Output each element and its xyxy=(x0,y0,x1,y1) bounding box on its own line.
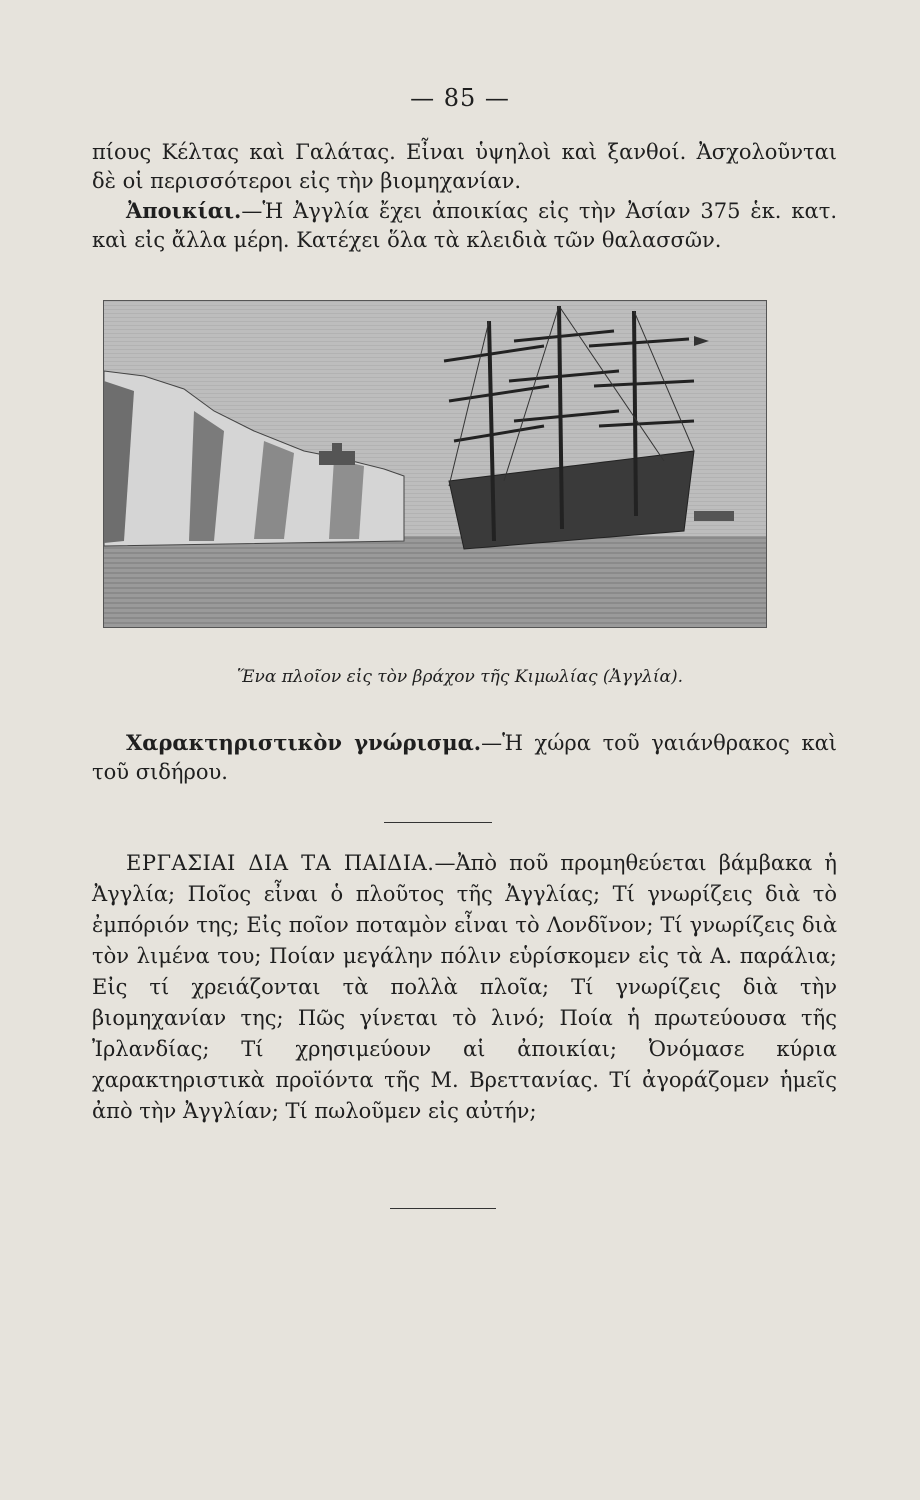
colonies-text: —Ἡ Ἀγγλία ἔχει ἀποικίας εἰς τὴν Ἀσίαν 375 ἑκ. κατ. καὶ εἰς ἄλλα μέρη. Κατέχει ὅλα τὰ κλειδιὰ τῶν θαλασσῶν. xyxy=(92,199,837,252)
tasks-line xyxy=(92,848,837,1127)
section-divider-bottom xyxy=(390,1208,496,1209)
tasks-heading: ΕΡΓΑΣΙΑΙ ΔΙΑ ΤΑ ΠΑΙΔΙΑ. xyxy=(126,851,435,875)
figure-caption: Ἕνα πλοῖον εἰς τὸν βράχον τῆς Κιμωλίας (Ἀγγλία). xyxy=(236,667,684,687)
ship-cliff-illustration xyxy=(103,300,767,628)
ship-cliff-picture xyxy=(104,301,766,627)
page-number: — 85 — xyxy=(410,84,510,112)
characteristic-text: —Ἡ χώρα τοῦ γαιάνθρακος καὶ τοῦ σιδήρου. xyxy=(92,731,837,784)
characteristic-heading: Χαρακτηριστικὸν γνώρισμα. xyxy=(126,730,482,755)
colonies-paragraph xyxy=(92,196,837,255)
colonies-heading: Ἀποικίαι. xyxy=(126,198,242,223)
intro-text: πίους Κέλτας καὶ Γαλάτας. Εἶναι ὑψηλοὶ καὶ ξανθοί. Ἀσχολοῦνται δὲ οἱ περισσότεροι εἰς τὴν βιομηχανίαν. xyxy=(92,140,837,193)
characteristic-line xyxy=(92,728,837,787)
intro-paragraph xyxy=(92,138,837,255)
tasks-text: —Ἀπὸ ποῦ προμηθεύεται βάμβακα ἡ Ἀγγλία; Ποῖος εἶναι ὁ πλοῦτος τῆς Ἀγγλίας; Τί γνωρίζεις διὰ τὸ ἐμπόριόν της; Εἰς ποῖον ποταμὸν εἶναι τὸ Λονδῖνον; Τί γνωρίζεις διὰ τὸν λιμένα του; Ποίαν μεγάλην πόλιν εὑρίσκομεν εἰς τὰ Α. παράλια; Εἰς τί χρειάζονται τὰ πολλὰ πλοῖα; Τί γνωρίζεις διὰ τὴν βιομηχανίαν της; Πῶς γίνεται τὸ λινό; Ποία ἡ πρωτεύουσα τῆς Ἰρλανδίας; Τί χρησιμεύουν αἱ ἀποικίαι; Ὀνόμασε κύρια χαρακτηριστικὰ προϊόντα τῆς Μ. Βρεττανίας. Τί ἀγοράζομεν ἡμεῖς ἀπὸ τὴν Ἀγγλίαν; Τί πωλοῦμεν εἰς αὐτήν; xyxy=(92,851,837,1123)
characteristic-paragraph xyxy=(92,728,837,787)
section-divider-top xyxy=(384,822,492,823)
tasks-paragraph xyxy=(92,848,837,1127)
